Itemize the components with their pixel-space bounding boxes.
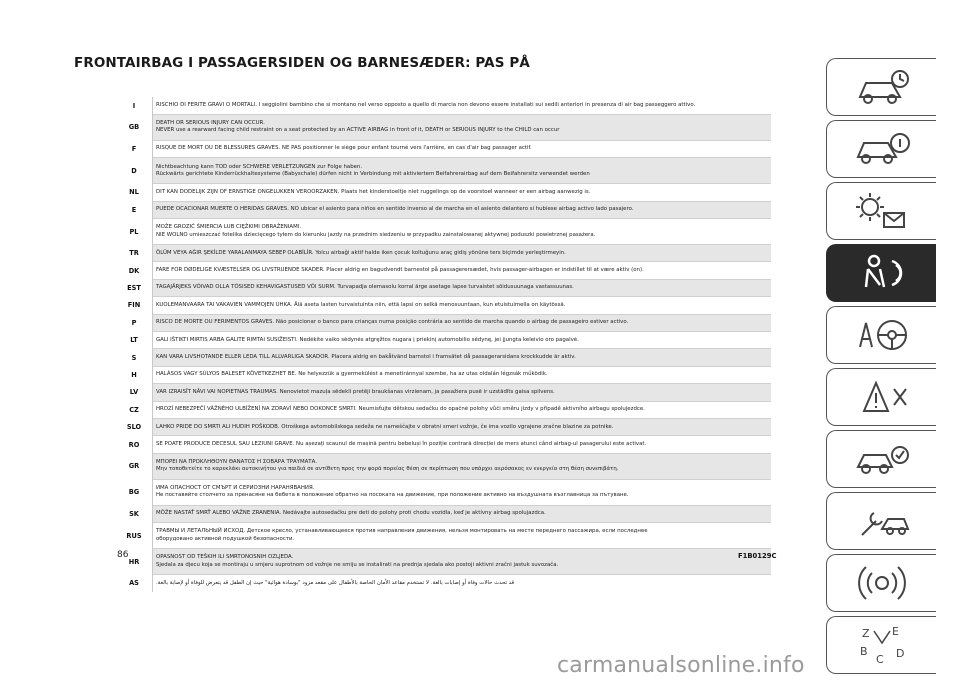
- warning-row: [116, 219, 771, 245]
- warning-row: [116, 453, 771, 479]
- svg-text:B: B: [859, 645, 868, 658]
- warning-row: [116, 314, 771, 331]
- language-code: AS: [116, 575, 153, 592]
- warning-line: PUEDE OCACIONAR MUERTE O HERIDAS GRAVES. NO ubicar el asiento para niños en sentido inverso al de marcha en el asiento delantero si hubiese airbag activo lado pasajero.: [156, 206, 634, 213]
- warning-line: قد تحدث حالات وفاة أو إصابات بالغة. لا تستخدم مقاعد الأمان الخاصة بالأطفال على مقعد مزود "بوسادة هوائية" حيث إن الطفل قد يتعرض للوفاة أو لإصابة بالغة.: [156, 579, 515, 586]
- tab-service[interactable]: [826, 430, 936, 488]
- warning-row: [116, 523, 771, 549]
- warning-row: [116, 505, 771, 522]
- warning-row: [116, 184, 771, 201]
- warning-line: TAGAJÄRJEKS VÕIVAD OLLA TÕSISED KEHAVIGASTUSED VÕI SURM. Turvapadja olemasolu korral ärge asetage lapse turvaistet sõidusuunaga vastassuunas.: [156, 284, 574, 291]
- language-code: RO: [116, 436, 153, 453]
- language-code: SK: [116, 505, 153, 522]
- warning-row: [116, 158, 771, 184]
- watermark: carmanualsonline.info: [557, 653, 805, 678]
- warning-row: [116, 245, 771, 262]
- warning-line: ИМА ОПАСНОСТ ОТ СМЪРТ И СЕРИОЗНИ НАРАНЯВАНИЯ.: [156, 485, 315, 492]
- warning-text: [153, 332, 772, 349]
- warning-line: SE POATE PRODUCE DECESUL SAU LEZIUNI GRAVE. Nu așezați scaunul de mașină pentru bebeluși în poziție contrară direcției de mers atunci când airbag-ul pasagerului este activat.: [156, 440, 647, 447]
- warning-table: [116, 97, 771, 592]
- warning-text: [153, 114, 772, 140]
- warning-line: LAHKO PRIDE DO SMRTI ALI HUDIH POŠKODB. Otroškega avtomobilskega sedeža ne nameščajte v obratni smeri vožnje, če ima vozilo vgrajene zračne blazine za potnike.: [156, 423, 614, 430]
- language-code: HR: [116, 549, 153, 575]
- svg-text:D: D: [895, 647, 904, 660]
- warning-text: [153, 575, 772, 592]
- tab-technical[interactable]: [826, 492, 936, 550]
- warning-row: [116, 332, 771, 349]
- language-code: GR: [116, 453, 153, 479]
- warning-text: [153, 479, 772, 505]
- wrench-car-icon: [852, 499, 912, 543]
- warning-line: NIE WOLNO umieszczać fotelika dziecięcego tyłem do kierunku jazdy na przednim siedzeniu w przypadku zainstalowanej aktywnej poduszki powietrznej pasażera.: [156, 231, 596, 238]
- warning-text: [153, 201, 772, 218]
- warning-line: RISCO DE MORTE OU FERIMENTOS GRAVES. Não posicionar o banco para crianças numa posição contrária ao sentido de marcha quando o airbag de passageiro estiver activo.: [156, 319, 629, 326]
- language-code: S: [116, 349, 153, 366]
- warning-line: ΜΠΟΡΕΙ ΝΑ ΠΡΟΚΛΗΘΟΥΝ ΘΑΝΑΤΟΣ Η ΣΟΒΑΡΑ ΤΡΑΥΜΑΤΑ.: [156, 459, 318, 466]
- tab-dashboard[interactable]: [826, 58, 936, 116]
- car-dashboard-icon: [852, 65, 912, 109]
- warning-text: [153, 384, 772, 401]
- warning-row: [116, 114, 771, 140]
- warning-text: [153, 314, 772, 331]
- warning-row: [116, 549, 771, 575]
- language-code: FIN: [116, 297, 153, 314]
- warning-line: DEATH OR SERIOUS INJURY CAN OCCUR.: [156, 120, 265, 127]
- warning-row: [116, 366, 771, 383]
- language-code: DK: [116, 262, 153, 279]
- warning-line: Sjedala za djecu koja se montiraju u smjeru suprotnom od vožnje ne smiju se instalirati na prednja sjedala ako postoji aktivni zračni jastuk suvozača.: [156, 561, 559, 568]
- warning-line: MÔŽE NASTAŤ SMRŤ ALEBO VÁŽNE ZRANENIA. Nedávajte autosedačku pre deti do polohy proti chodu vozidla, keď je aktívny airbag spolujazdca.: [156, 510, 546, 517]
- warning-line: Не поставяйте столчето за пренасяне на бебета в положение обратно на посоката на движение, при положение активно на въздушната възглавница за пътуване.: [156, 492, 629, 499]
- tab-index[interactable]: [826, 616, 936, 674]
- warning-line: FARE FOR DØDELIGE KVÆSTELSER OG LIVSTRUENDE SKADER. Placer aldrig en bagudvendt barnestol på passagerersædet, hvis passager-airbagen er indstillet til at være aktiv (on).: [156, 267, 644, 274]
- warning-text: [153, 262, 772, 279]
- warning-line: KAN VARA LIVSHOTANDE ELLER LEDA TILL ALLVARLIGA SKADOR. Placera aldrig en bakåtvänd barnstol i framsätet då passagerarsidans krockkudde är aktiv.: [156, 354, 576, 360]
- warning-row: [116, 418, 771, 435]
- tab-lights-messages[interactable]: [826, 182, 936, 240]
- warning-text: [153, 401, 772, 418]
- warning-text: [153, 279, 772, 296]
- warning-text: [153, 418, 772, 435]
- airbag-seatbelt-icon: [852, 251, 912, 295]
- warning-line: Nichtbeachtung kann TOD oder SCHWERE VERLETZUNGEN zur Folge haben.: [156, 163, 363, 170]
- warning-row: [116, 349, 771, 366]
- warning-text: [153, 219, 772, 245]
- warning-row: [116, 97, 771, 114]
- warning-line: Rückwärts gerichtete Kinderrückhaltesysteme (Babyschale) dürfen nicht in Verbindung mit aktiviertem Beifahrerairbag auf dem Beifahrersitz verwendet werden: [156, 170, 590, 177]
- language-code: CZ: [116, 401, 153, 418]
- language-code: H: [116, 366, 153, 383]
- car-info-icon: [852, 127, 912, 171]
- warning-line: OPASNOST OD TEŠKIH ILI SMRTONOSNIH OZLJEDA.: [156, 554, 294, 561]
- warning-line: RISQUE DE MORT OU DE BLESSURES GRAVES. NE PAS positionner le siège pour enfant tourné vers l'arrière, en cas d'air bag passager actif.: [156, 145, 532, 152]
- warning-line: GALI IŠTIKTI MIRTIS ARBA GALITE RIMTAI SUSIŽEISTI. Nedėkite vaiko sėdynės atgręžtos nugara į priekinį automobilio sėdynę, jei įjungta keleivio oro pagalvė.: [156, 336, 579, 343]
- warning-row: [116, 401, 771, 418]
- warning-text: [153, 184, 772, 201]
- warning-line: RISCHIO DI FERITE GRAVI O MORTALI. I seggiolini bambino che si montano nel verso opposto a quello di marcia non devono essere installati sui sedili anteriori in presenza di air bag passeggero attivo.: [156, 101, 696, 108]
- warning-text: [153, 245, 772, 262]
- warning-text: [153, 549, 772, 575]
- warning-triangle-icon: [852, 375, 912, 419]
- language-code: PL: [116, 219, 153, 245]
- warning-line: ÖLÜM VEYA AĞIR ŞEKİLDE YARALANMAYA SEBEP OLABİLİR. Yolcu airbaği aktif halde iken çocuk koltuğunu araç gidiş yönüne ters biçimde yerleştirmeyin.: [156, 249, 566, 256]
- language-code: BG: [116, 479, 153, 505]
- language-code: I: [116, 97, 153, 114]
- warning-text: [153, 140, 772, 157]
- svg-text:Z: Z: [861, 627, 870, 640]
- infotainment-icon: [852, 561, 912, 605]
- warning-row: [116, 479, 771, 505]
- language-code: TR: [116, 245, 153, 262]
- tab-safety[interactable]: [826, 244, 936, 302]
- warning-text: [153, 523, 772, 549]
- warning-row: [116, 384, 771, 401]
- warning-text: [153, 366, 772, 383]
- warning-line: ТРАВМЫ И ЛЕТАЛЬНЫЙ ИСХОД. Детское кресло, устанавливающееся против направления движения, нельзя монтировать на месте переднего пассажира, если последнее: [156, 528, 648, 535]
- language-code: LV: [116, 384, 153, 401]
- warning-row: [116, 201, 771, 218]
- language-code: RUS: [116, 523, 153, 549]
- left-page-number: 86: [117, 550, 129, 560]
- warning-text: [153, 97, 772, 114]
- tab-car-info[interactable]: [826, 120, 936, 178]
- language-code: SLO: [116, 418, 153, 435]
- warning-line: NEVER use a rearward facing child restraint on a seat protected by an ACTIVE AIRBAG in front of it, DEATH or SERIOUS INJURY to the CHILD can occur: [156, 127, 560, 134]
- language-code: GB: [116, 114, 153, 140]
- warning-line: оборудовано активной подушкой безопасности.: [156, 535, 295, 542]
- svg-text:E: E: [891, 625, 899, 638]
- language-code: EST: [116, 279, 153, 296]
- warning-text: [153, 436, 772, 453]
- warning-row: [116, 575, 771, 592]
- tab-multimedia[interactable]: [826, 554, 936, 612]
- warning-row: [116, 297, 771, 314]
- warning-line: VAR IZRAISĪT NĀVI VAI NOPIETNAS TRAUMAS. Nenovietot mazuļa sēdekli pretēji braukšanas virzienam, ja pasažiera pusē ir uzstādīts gaisa spilvens.: [156, 388, 555, 395]
- language-code: E: [116, 201, 153, 218]
- warning-text: [153, 349, 772, 366]
- warning-line: DIT KAN DODELIJK ZIJN OF ERNSTIGE ONGELUKKEN VEROORZAKEN. Plaats het kinderstoeltje niet ruggelings op de voorstoel wanneer er een airbag aanwezig is.: [156, 188, 591, 195]
- warning-text: [153, 158, 772, 184]
- svg-text:C: C: [875, 653, 884, 666]
- car-service-icon: [852, 437, 912, 481]
- warning-line: HALÁSOS VAGY SÚLYOS BALESET KÖVETKEZHET BE. Ne helyezzük a gyermekülést a menetiránnyal szembe, ha az utas oldalán légzsák működik.: [156, 371, 548, 378]
- warning-line: HROZÍ NEBEZPEČÍ VÁŽNÉHO ULBÍŽENÍ NA ZDRAVÍ NEBO DOKONCE SMRTI. Neumisťujte dětskou sedačku do opačné polohy vůči směru jízdy v případě aktivního airbagu spolujezdce.: [156, 406, 645, 413]
- warning-row: [116, 140, 771, 157]
- warning-line: MOŻE GROZIĆ ŚMIERCIA LUB CIĘŻKIMI OBRAŻENIAMI.: [156, 224, 302, 231]
- lights-message-icon: [852, 189, 912, 233]
- warning-row: [116, 262, 771, 279]
- warning-row: [116, 279, 771, 296]
- alphabetical-index-icon: [852, 623, 912, 667]
- language-code: F: [116, 140, 153, 157]
- warning-row: [116, 436, 771, 453]
- language-code: D: [116, 158, 153, 184]
- language-code: P: [116, 314, 153, 331]
- warning-line: Μην τοποθετείτε το καρεκλάκι αυτοκινήτου για παιδιά σε αντίθετη προς την φορά πορείας θέση σε περίπτωση που υπάρχει αερόσακος εν ενεργεία στη θέση συνεπιβάτη.: [156, 466, 619, 473]
- warning-text: [153, 505, 772, 522]
- tab-starting-driving[interactable]: [826, 306, 936, 364]
- steering-wheel-icon: [852, 313, 912, 357]
- warning-text: [153, 453, 772, 479]
- figure-code: F1B0129C: [738, 552, 777, 560]
- warning-text: [153, 297, 772, 314]
- language-code: LT: [116, 332, 153, 349]
- page-title: FRONTAIRBAG I PASSAGERSIDEN OG BARNESÆDER: PAS PÅ: [74, 55, 530, 71]
- tab-emergency[interactable]: [826, 368, 936, 426]
- warning-line: KUOLEMANVAARA TAI VAKAVIEN VAMMOJEN UHKA. Älä aseta lasten turvaistuinta niin, että lapsi on selkä menosuuntaan, kun etuistuimella on käytössä.: [156, 301, 566, 308]
- language-code: NL: [116, 184, 153, 201]
